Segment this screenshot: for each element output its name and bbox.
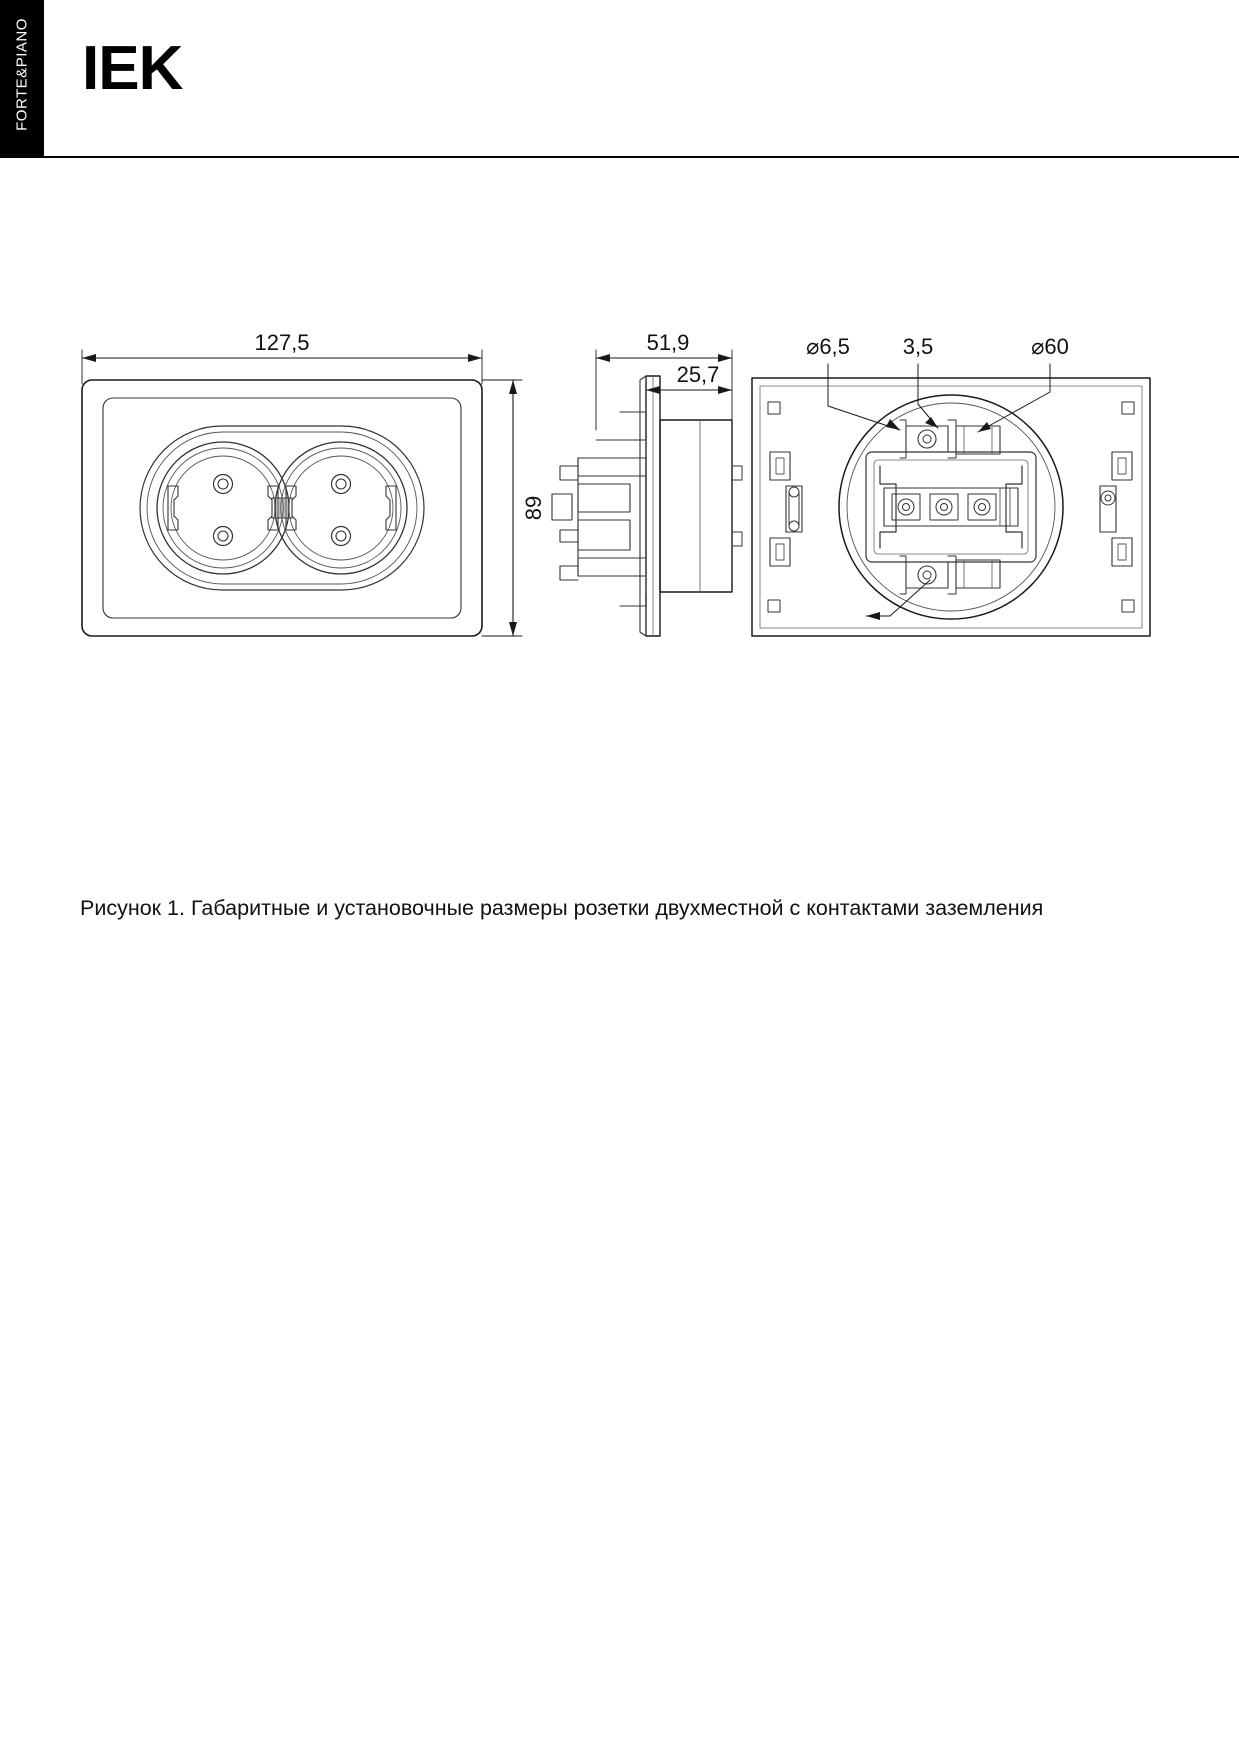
side-view bbox=[552, 350, 742, 636]
dim-side-body-depth: 25,7 bbox=[676, 362, 720, 387]
dim-hole-diameter: ⌀6,5 bbox=[806, 334, 850, 359]
page-header bbox=[0, 0, 1239, 158]
dim-front-width: 127,5 bbox=[254, 330, 310, 355]
dim-plate-thickness: 3,5 bbox=[902, 334, 934, 359]
dim-round-diameter: ⌀60 bbox=[1031, 334, 1069, 359]
front-view bbox=[82, 350, 522, 636]
iek-logo: IEK bbox=[82, 34, 183, 103]
technical-drawing bbox=[0, 280, 1239, 700]
brand-tab bbox=[0, 0, 44, 156]
dim-front-height: 89 bbox=[521, 495, 546, 521]
brand-tab-label: FORTE&PIANO bbox=[13, 18, 31, 131]
figure-caption: Рисунок 1. Габаритные и установочные размеры розетки двухместной с контактами заземления bbox=[80, 896, 1044, 920]
dim-side-depth: 51,9 bbox=[646, 330, 690, 355]
back-view bbox=[752, 364, 1150, 636]
